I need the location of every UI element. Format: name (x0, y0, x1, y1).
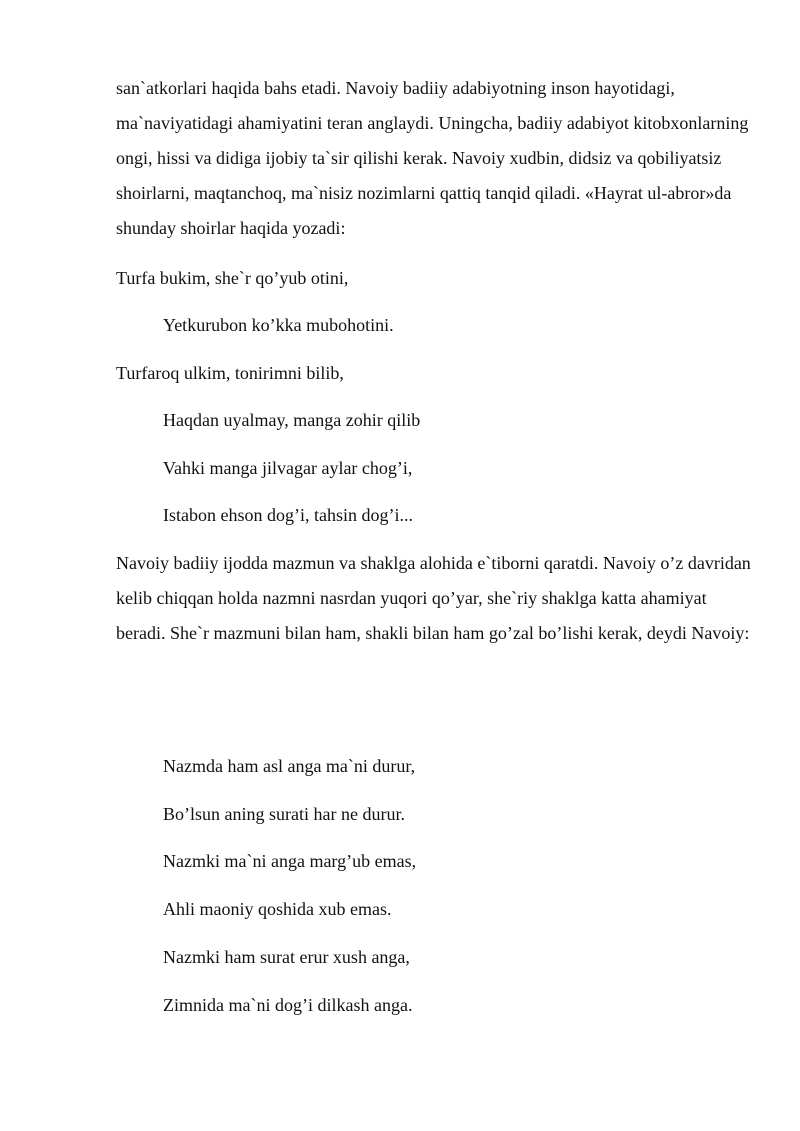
verse-line: Istabon ehson dog’i, tahsin dog’i... (163, 505, 413, 525)
verse-line: Vahki manga jilvagar aylar chog’i, (163, 458, 413, 478)
verse-line: Nazmki ma`ni anga marg’ub emas, (163, 851, 417, 871)
verse-line: Nazmki ham surat erur xush anga, (163, 947, 410, 967)
paragraph-intro: san`atkorlari haqida bahs etadi. Navoiy badiiy adabiyotning inson hayotidagi, ma`naviyatidagi ahamiyatini teran anglaydi. Uningcha, badiiy adabiyot kitobxonlarning ongi, hissi va didiga ijobiy ta`sir qilishi kerak. Navoiy xudbin, didsiz va qobiliyatsiz shoirlarni, maqtanchoq, ma`nisiz nozimlarni qattiq tanqid qiladi. «Hayrat ul-abror»da shunday shoirlar haqida yozadi: (116, 78, 749, 238)
verse-line: Haqdan uyalmay, manga zohir qilib (163, 410, 421, 430)
verse-line: Turfa bukim, she`r qo’yub otini, (116, 268, 349, 288)
verse-line: Bo’lsun aning surati har ne durur. (163, 804, 405, 824)
verse-line: Yetkurubon ko’kka mubohotini. (163, 315, 394, 335)
verse-line: Zimnida ma`ni dog’i dilkash anga. (163, 995, 413, 1015)
paragraph-form-content: Navoiy badiiy ijodda mazmun va shaklga alohida e`tiborni qaratdi. Navoiy o’z davridan kelib chiqqan holda nazmni nasrdan yuqori qo’yar, she`riy shaklga katta ahamiyat beradi. She`r mazmuni bilan ham, shakli bilan ham go’zal bo’lishi kerak, deydi Navoiy: (116, 553, 751, 643)
verse-line: Ahli maoniy qoshida xub emas. (163, 899, 392, 919)
verse-line: Turfaroq ulkim, tonirimni bilib, (116, 363, 344, 383)
verse-line: Nazmda ham asl anga ma`ni durur, (163, 756, 416, 776)
